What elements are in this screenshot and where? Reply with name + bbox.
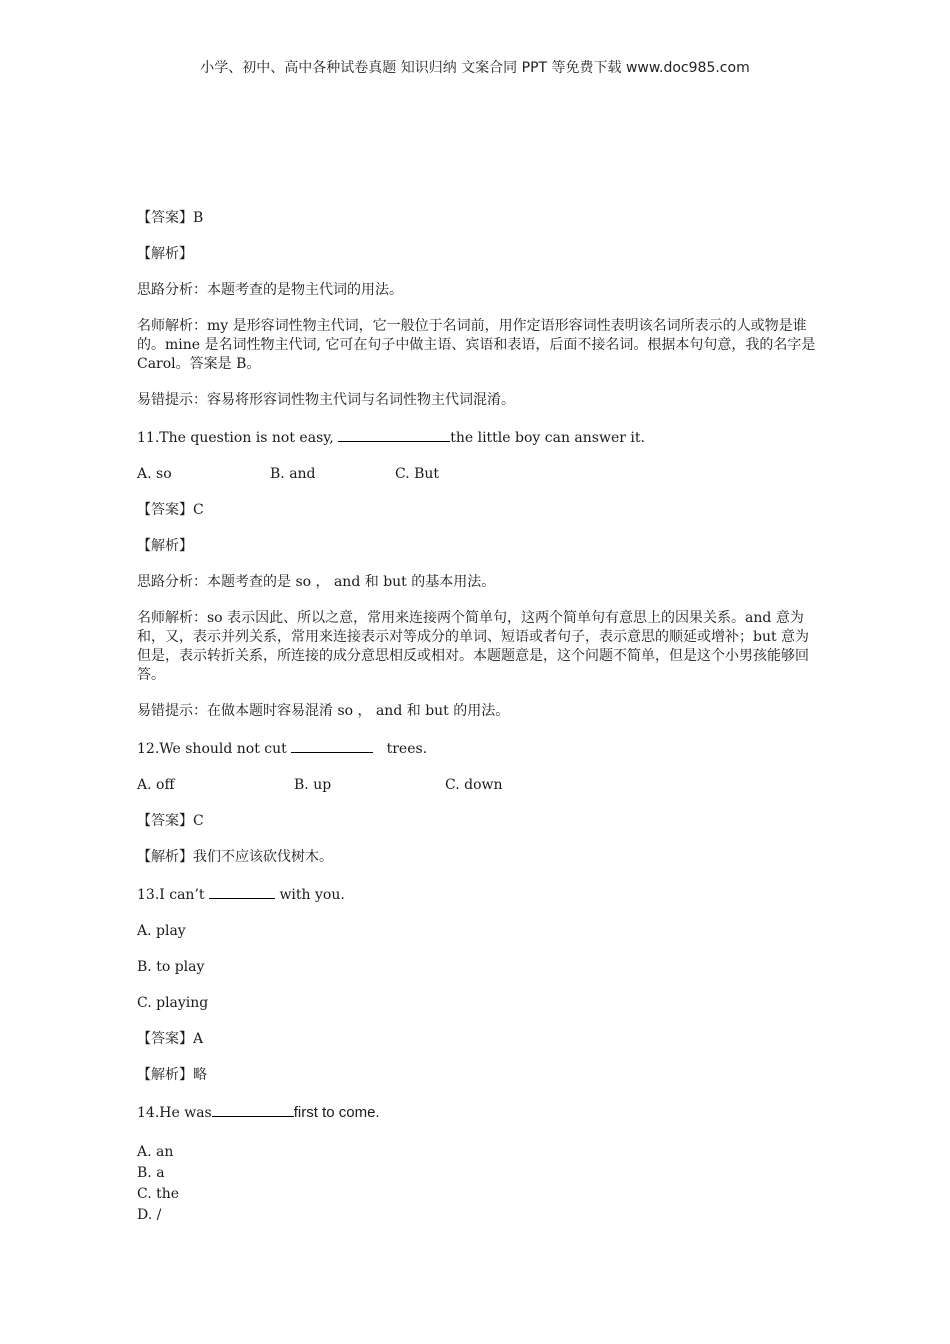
approach-analysis: 思路分析：本题考查的是 so ， and 和 but 的基本用法。 [137, 574, 496, 590]
analysis-label: 【解析】 [137, 246, 193, 262]
option-b: B. up [294, 777, 332, 793]
option-c: C. But [395, 466, 440, 482]
answer-blank [291, 738, 373, 753]
error-tip: 易错提示：在做本题时容易混淆 so ， and 和 but 的用法。 [137, 703, 510, 719]
option-c: C. down [445, 777, 503, 793]
approach-analysis: 思路分析：本题考查的是物主代词的用法。 [137, 282, 403, 298]
analysis-line: 【解析】我们不应该砍伐树木。 [137, 849, 333, 865]
document-body [137, 209, 817, 1226]
options-12 [137, 776, 817, 795]
option-a: A. so [137, 466, 172, 482]
option-c: C. playing [137, 995, 209, 1011]
question-14 [137, 1102, 817, 1123]
answer-line: 【答案】C [137, 813, 204, 829]
option-d: D. / [137, 1207, 162, 1223]
answer-line: 【答案】B [137, 210, 204, 226]
option-a: A. play [137, 923, 186, 939]
question-11 [137, 427, 817, 448]
question-stem: 11.The question is not easy, [137, 430, 334, 446]
option-b: B. to play [137, 959, 205, 975]
option-a: A. an [137, 1144, 174, 1160]
teacher-analysis: 名师解析：so 表示因此、所以之意，常用来连接两个简单句，这两个简单句有意思上的因果关系。and 意为和，又，表示并列关系，常用来连接表示对等成分的单词、短语或者句子，表示意思的顺延或增补；but 意为但是，表示转折关系，所连接的成分意思相反或相对。本题题意是，这个问题不简单，但是这个小男孩能够回答。 [137, 610, 810, 683]
question-12 [137, 738, 817, 759]
analysis-label: 【解析】 [137, 538, 193, 554]
answer-blank [209, 884, 275, 899]
options-11 [137, 465, 817, 484]
question-stem: 13.I can’t [137, 887, 205, 903]
answer-line: 【答案】A [137, 1031, 204, 1047]
answer-blank [338, 427, 450, 442]
question-13 [137, 884, 817, 905]
analysis-line: 【解析】略 [137, 1067, 207, 1083]
question-stem-end: with you. [279, 887, 345, 903]
question-stem-end: the little boy can answer it. [450, 430, 645, 446]
answer-blank [212, 1102, 294, 1117]
question-stem: 14.He was [137, 1105, 212, 1121]
page-header: 小学、初中、高中各种试卷真题 知识归纳 文案合同 PPT 等免费下载 www.doc985.com [200, 60, 750, 76]
option-a: A. off [137, 777, 175, 793]
question-stem: 12.We should not cut [137, 741, 287, 757]
option-b: B. and [270, 466, 316, 482]
question-stem-end: trees. [386, 741, 428, 757]
teacher-analysis: 名师解析：my 是形容词性物主代词，它一般位于名词前，用作定语形容词性表明该名词所表示的人或物是谁的。mine 是名词性物主代词, 它可在句子中做主语、宾语和表语，后面不接名词。根据本句句意，我的名字是 Carol。答案是 B。 [137, 318, 816, 372]
option-c: C. the [137, 1186, 180, 1202]
question-stem-end: first to come. [293, 1104, 380, 1121]
answer-line: 【答案】C [137, 502, 204, 518]
option-b: B. a [137, 1165, 165, 1181]
error-tip: 易错提示：容易将形容词性物主代词与名词性物主代词混淆。 [137, 392, 515, 408]
